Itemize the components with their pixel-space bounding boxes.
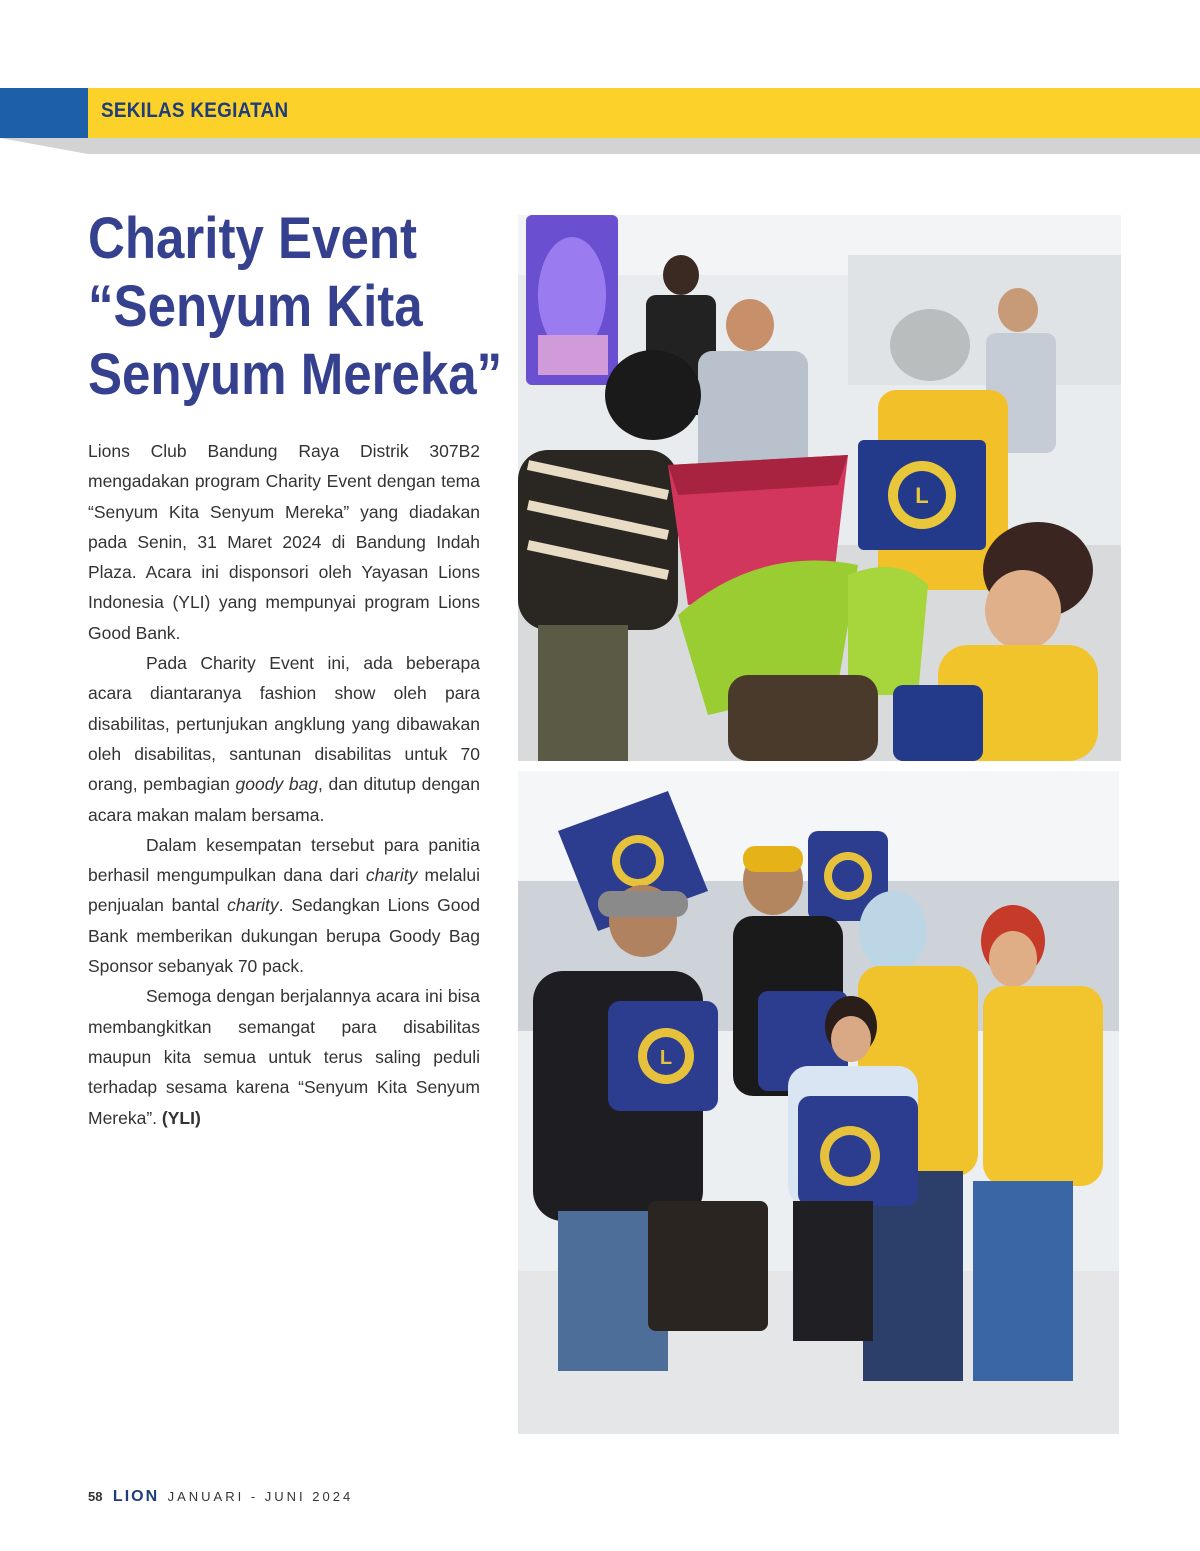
author-credit: (YLI) [161,1107,201,1128]
article-body [88,436,480,1133]
p2-emphasis: goody bag [235,774,319,795]
p4-text: Semoga dengan berjalannya acara ini bisa membangkitkan semangat para disabilitas maupun kita semua untuk terus saling peduli terhadap sesama karena “Senyum Kita Senyum Mereka”. [88,986,480,1128]
page-number: 58 [88,1489,103,1504]
section-label: SEKILAS KEGIATAN [101,99,289,122]
lions-logo-letter: L [915,483,929,508]
title-line-2: “Senyum Kita [88,274,423,339]
photo-goody-bag-handover [518,215,1121,761]
article-title [88,205,503,409]
header-accent-block [0,88,88,138]
magazine-name: LION [112,1488,160,1505]
issue-period: JANUARI - JUNI 2024 [167,1489,354,1504]
title-line-1: Charity Event [88,206,418,271]
header-shadow [0,138,1200,154]
lions-logo-letter: L [659,1047,673,1069]
p3-emphasis-2: charity [227,895,279,916]
paragraph-3 [88,830,480,981]
p3-text-c: . Sedangkan Lions Good Bank memberikan dukungan berupa Goody Bag Sponsor sebanyak 70 pack. [88,895,480,977]
p3-text-a: Dalam kesempatan tersebut para panitia berhasil mengumpulkan dana dari [88,834,480,886]
p2-text-a: Pada Charity Event ini, ada beberapa acara diantaranya fashion show oleh para disabilitas, pertunjukan angklung yang dibawakan oleh disabilitas, santunan disabilitas untuk 70 orang, pembagian [88,653,480,795]
p3-emphasis-1: charity [365,865,418,886]
paragraph-4 [88,981,480,1132]
paragraph-1: Lions Club Bandung Raya Distrik 307B2 mengadakan program Charity Event dengan tema “Senyum Kita Senyum Mereka” yang diadakan pada Senin, 31 Maret 2024 di Bandung Indah Plaza. Acara ini disponsori oleh Yayasan Lions Indonesia (YLI) yang mempunyai program Lions Good Bank. [88,441,480,643]
p3-text-b: melalui penjualan bantal [88,865,480,916]
page-footer [88,1488,353,1506]
photo-group-goody-bags [518,771,1119,1434]
title-line-3: Senyum Mereka” [88,342,503,407]
paragraph-2 [88,648,480,830]
p2-text-b: , dan ditutup dengan acara makan malam bersama. [88,774,480,825]
